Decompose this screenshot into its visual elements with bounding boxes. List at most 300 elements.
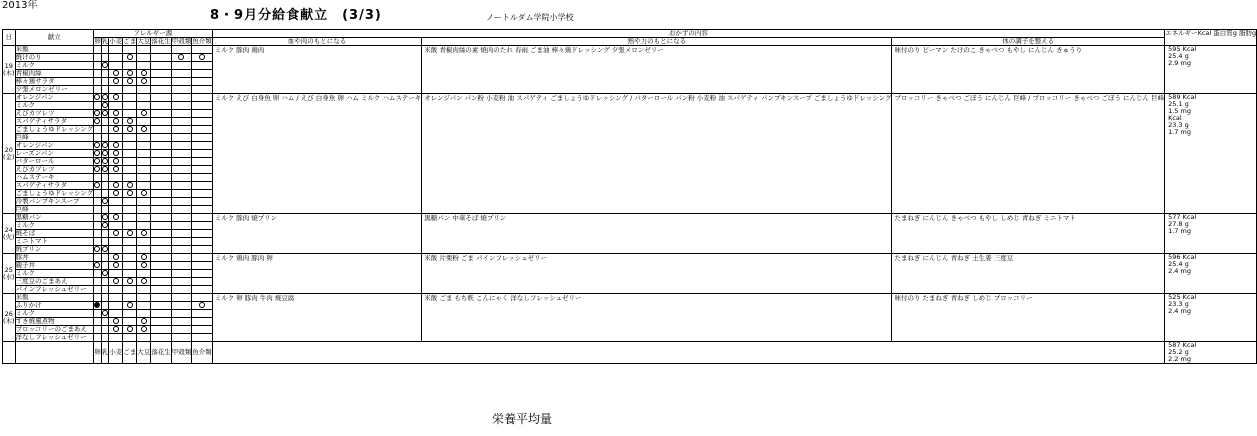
allergen-mark bbox=[94, 262, 100, 268]
green-group-cell: ブロッコリー きゃべつ ごぼう にんじん 巨峰 / ブロッコリー きゃべつ ごぼう にんじん 巨峰 bbox=[892, 94, 1165, 214]
allergen-cell bbox=[137, 142, 151, 150]
allergen-cell bbox=[137, 182, 151, 190]
nutrition-value: 577 Kcal bbox=[1168, 213, 1197, 221]
allergen-cell bbox=[192, 118, 213, 126]
allergen-mark bbox=[102, 150, 108, 156]
allergen-cell bbox=[109, 86, 123, 94]
allergen-cell bbox=[109, 326, 123, 334]
allergen-cell bbox=[171, 318, 192, 326]
allergen-cell bbox=[101, 150, 109, 158]
day-cell bbox=[3, 46, 16, 94]
allergen-mark bbox=[94, 182, 100, 188]
nutrition-value: 1.5 mg bbox=[1168, 107, 1191, 115]
allergen-mark bbox=[141, 190, 147, 196]
allergen-cell bbox=[192, 262, 213, 270]
allergen-cell bbox=[192, 174, 213, 182]
allergen-mark bbox=[102, 94, 108, 100]
allergen-cell bbox=[151, 310, 172, 318]
average-nutrition-cell bbox=[1165, 342, 1257, 364]
allergen-cell bbox=[151, 54, 172, 62]
allergen-mark bbox=[102, 110, 108, 116]
allergen-cell bbox=[137, 62, 151, 70]
allergen-cell bbox=[109, 118, 123, 126]
menu-item: ミニトマト bbox=[15, 238, 94, 246]
yellow-group-cell: 米飯 片栗粉 ごま パインフレッシュゼリー bbox=[422, 254, 892, 294]
allergen-cell bbox=[151, 294, 172, 302]
nutrition-value: 2.4 mg bbox=[1168, 307, 1191, 315]
allergen-footer: ごま bbox=[123, 342, 137, 364]
menu-item: ハムステーキ bbox=[15, 174, 94, 182]
allergen-cell bbox=[171, 94, 192, 102]
allergen-cell bbox=[192, 198, 213, 206]
allergen-cell bbox=[123, 278, 137, 286]
allergen-cell bbox=[101, 302, 109, 310]
allergen-mark bbox=[102, 214, 108, 220]
allergen-mark bbox=[113, 230, 119, 236]
allergen-mark bbox=[94, 118, 100, 124]
allergen-mark bbox=[94, 246, 100, 252]
allergen-cell bbox=[123, 70, 137, 78]
menu-item: 米飯 bbox=[15, 294, 94, 302]
allergen-cell bbox=[192, 94, 213, 102]
day-date: 26 bbox=[4, 309, 13, 318]
allergen-cell bbox=[109, 150, 123, 158]
allergen-cell bbox=[151, 238, 172, 246]
allergen-cell bbox=[137, 150, 151, 158]
allergen-cell bbox=[192, 70, 213, 78]
allergen-cell bbox=[101, 326, 109, 334]
allergen-cell bbox=[101, 334, 109, 342]
allergen-cell bbox=[123, 302, 137, 310]
allergen-cell bbox=[123, 174, 137, 182]
allergen-cell bbox=[94, 318, 102, 326]
allergen-cell bbox=[109, 174, 123, 182]
nutrition-value: 27.8 g bbox=[1168, 220, 1189, 228]
menu-item: ブロッコリーのごまあえ bbox=[15, 326, 94, 334]
allergen-cell bbox=[192, 206, 213, 214]
allergen-cell bbox=[137, 254, 151, 262]
allergen-cell bbox=[123, 286, 137, 294]
day-cell bbox=[3, 214, 16, 254]
allergen-mark bbox=[113, 94, 119, 100]
footer-blank bbox=[212, 342, 1164, 364]
allergen-cell bbox=[192, 230, 213, 238]
allergen-cell bbox=[109, 126, 123, 134]
allergen-cell bbox=[101, 78, 109, 86]
allergen-cell bbox=[137, 246, 151, 254]
allergen-mark bbox=[178, 54, 184, 60]
allergen-cell bbox=[123, 166, 137, 174]
allergen-cell bbox=[109, 230, 123, 238]
menu-item: 焼プリン bbox=[15, 246, 94, 254]
allergen-cell bbox=[137, 54, 151, 62]
allergen-mark bbox=[127, 230, 133, 236]
allergen-cell bbox=[94, 86, 102, 94]
allergen-cell bbox=[101, 238, 109, 246]
average-nutrition-value: 2.2 mg bbox=[1168, 355, 1191, 363]
yellow-group-cell: 黒糖パン 中華そば 焼プリン bbox=[422, 214, 892, 254]
allergen-cell bbox=[101, 270, 109, 278]
allergen-cell bbox=[109, 166, 123, 174]
allergen-cell bbox=[123, 246, 137, 254]
allergen-cell bbox=[151, 198, 172, 206]
allergen-cell bbox=[109, 214, 123, 222]
allergen-mark bbox=[127, 70, 133, 76]
allergen-cell bbox=[192, 126, 213, 134]
allergen-cell bbox=[109, 134, 123, 142]
allergen-cell bbox=[151, 126, 172, 134]
allergen-cell bbox=[192, 46, 213, 54]
food-group-header: 熱や力のもとになる bbox=[422, 38, 892, 46]
allergen-cell bbox=[171, 54, 192, 62]
allergen-cell bbox=[151, 70, 172, 78]
allergen-cell bbox=[101, 166, 109, 174]
allergen-header: 卵 bbox=[94, 37, 101, 45]
menu-item: ミルク bbox=[15, 222, 94, 230]
allergen-cell bbox=[171, 238, 192, 246]
table-row bbox=[3, 254, 1257, 262]
menu-item: 巨峰 bbox=[15, 206, 94, 214]
allergen-cell bbox=[109, 102, 123, 110]
allergen-cell bbox=[101, 206, 109, 214]
allergen-cell bbox=[137, 238, 151, 246]
menu-item: 洋なしフレッシュゼリー bbox=[15, 334, 94, 342]
allergen-cell bbox=[101, 134, 109, 142]
allergen-mark bbox=[94, 94, 100, 100]
allergen-cell bbox=[137, 310, 151, 318]
nutrition-value: 596 Kcal bbox=[1168, 253, 1197, 261]
allergen-cell bbox=[94, 142, 102, 150]
allergen-cell bbox=[123, 238, 137, 246]
food-group-header: 血や肉のもとになる bbox=[212, 38, 422, 46]
footer-blank bbox=[15, 342, 94, 364]
allergen-footer: 大豆 bbox=[137, 342, 151, 364]
day-date: 24 bbox=[4, 225, 13, 234]
allergen-mark bbox=[102, 158, 108, 164]
allergen-cell bbox=[94, 62, 102, 70]
allergen-cell bbox=[151, 334, 172, 342]
allergen-cell bbox=[109, 142, 123, 150]
allergen-cell bbox=[94, 54, 102, 62]
average-nutrition-value: 587 Kcal bbox=[1168, 341, 1197, 349]
allergen-mark bbox=[141, 278, 147, 284]
green-group-cell: たまねぎ にんじん きゃべつ もやし しめじ 青ねぎ ミニトマト bbox=[892, 214, 1165, 254]
menu-item: ごましょうゆドレッシング bbox=[15, 189, 94, 197]
allergen-cell bbox=[137, 318, 151, 326]
allergen-cell bbox=[94, 166, 102, 174]
allergen-cell bbox=[171, 166, 192, 174]
allergen-cell bbox=[192, 86, 213, 94]
menu-item: 豚丼 bbox=[15, 254, 94, 262]
allergen-cell bbox=[151, 206, 172, 214]
allergen-cell bbox=[192, 294, 213, 302]
allergen-cell bbox=[151, 182, 172, 190]
table-row bbox=[3, 214, 1257, 222]
allergen-mark bbox=[113, 190, 119, 196]
allergen-mark bbox=[113, 326, 119, 332]
allergen-cell bbox=[101, 46, 109, 54]
allergen-cell bbox=[123, 62, 137, 70]
allergen-cell bbox=[137, 110, 151, 118]
allergen-cell bbox=[94, 254, 102, 262]
menu-item: えびカツレツ bbox=[15, 166, 94, 174]
allergen-cell bbox=[123, 310, 137, 318]
allergen-cell bbox=[171, 294, 192, 302]
allergen-mark bbox=[113, 262, 119, 268]
allergen-cell bbox=[137, 294, 151, 302]
allergen-mark bbox=[102, 310, 108, 316]
allergen-header: 小麦 bbox=[109, 37, 123, 45]
allergen-cell bbox=[151, 262, 172, 270]
allergen-cell bbox=[94, 70, 102, 78]
allergen-mark bbox=[127, 78, 133, 84]
allergen-mark bbox=[127, 190, 133, 196]
allergen-header: 魚介類 bbox=[192, 37, 212, 45]
menu-item: 夕張メロンゼリー bbox=[15, 86, 94, 94]
allergen-header: 乳 bbox=[101, 37, 109, 45]
allergen-footer: 乳 bbox=[101, 342, 109, 364]
allergen-cell bbox=[192, 302, 213, 310]
nutrition-value: 1.7 mg bbox=[1168, 227, 1191, 235]
allergen-cell bbox=[123, 318, 137, 326]
allergen-cell bbox=[171, 62, 192, 70]
allergen-mark bbox=[113, 158, 119, 164]
menu-item: スパゲティサラダ bbox=[15, 182, 94, 190]
allergen-cell bbox=[137, 262, 151, 270]
allergen-cell bbox=[171, 150, 192, 158]
red-group-cell: ミルク 鶏肉 豚肉 卵 bbox=[212, 254, 422, 294]
allergen-cell bbox=[109, 238, 123, 246]
allergen-cell bbox=[123, 182, 137, 190]
allergen-cell bbox=[171, 86, 192, 94]
allergen-cell bbox=[137, 158, 151, 166]
allergen-cell bbox=[94, 174, 102, 182]
allergen-cell bbox=[192, 190, 213, 198]
allergen-cell bbox=[101, 230, 109, 238]
allergen-cell bbox=[123, 326, 137, 334]
day-weekday: (火) bbox=[3, 232, 15, 241]
menu-item: スパゲティサラダ bbox=[15, 118, 94, 126]
allergen-mark bbox=[127, 126, 133, 132]
allergen-cell bbox=[151, 142, 172, 150]
allergen-cell bbox=[101, 254, 109, 262]
allergen-cell bbox=[101, 222, 109, 230]
allergen-mark bbox=[141, 230, 147, 236]
allergen-cell bbox=[123, 334, 137, 342]
day-cell bbox=[3, 94, 16, 214]
allergen-cell bbox=[137, 46, 151, 54]
allergen-cell bbox=[151, 270, 172, 278]
allergen-header: 大豆 bbox=[137, 37, 151, 45]
allergen-mark bbox=[141, 318, 147, 324]
allergen-cell bbox=[137, 94, 151, 102]
allergen-cell bbox=[137, 334, 151, 342]
food-group-header: 体の調子を整える bbox=[892, 38, 1165, 46]
allergen-cell bbox=[151, 246, 172, 254]
allergen-cell bbox=[151, 230, 172, 238]
allergen-cell bbox=[109, 70, 123, 78]
allergen-cell bbox=[123, 78, 137, 86]
allergen-cell bbox=[171, 134, 192, 142]
menu-item: 焼けのり bbox=[15, 54, 94, 62]
allergen-cell bbox=[137, 278, 151, 286]
allergen-cell bbox=[137, 102, 151, 110]
allergen-cell bbox=[192, 238, 213, 246]
allergen-cell bbox=[171, 46, 192, 54]
nutrition-value: 2.9 mg bbox=[1168, 59, 1191, 67]
green-group-cell: たまねぎ にんじん 青ねぎ 土生姜 三度豆 bbox=[892, 254, 1165, 294]
allergen-cell bbox=[137, 118, 151, 126]
year-label: 2013年 bbox=[2, 0, 38, 11]
allergen-cell bbox=[151, 254, 172, 262]
nutrition-value: 1.7 mg bbox=[1168, 128, 1191, 136]
allergen-cell bbox=[101, 54, 109, 62]
allergen-cell bbox=[109, 262, 123, 270]
allergen-cell bbox=[171, 326, 192, 334]
allergen-cell bbox=[94, 182, 102, 190]
allergen-cell bbox=[109, 286, 123, 294]
allergen-cell bbox=[151, 190, 172, 198]
allergen-cell bbox=[151, 102, 172, 110]
allergen-cell bbox=[137, 198, 151, 206]
allergen-mark bbox=[102, 198, 108, 204]
allergen-mark bbox=[113, 70, 119, 76]
nutrition-value: 25.1 g bbox=[1168, 100, 1189, 108]
menu-item: えびカツレツ bbox=[15, 110, 94, 118]
allergen-cell bbox=[171, 206, 192, 214]
allergen-cell bbox=[109, 270, 123, 278]
allergen-cell bbox=[137, 78, 151, 86]
allergen-cell bbox=[123, 102, 137, 110]
allergen-cell bbox=[151, 94, 172, 102]
allergen-cell bbox=[109, 222, 123, 230]
allergen-cell bbox=[94, 94, 102, 102]
allergen-mark bbox=[141, 254, 147, 260]
allergen-cell bbox=[171, 174, 192, 182]
school-name: ノートルダム学院小学校 bbox=[486, 13, 574, 22]
allergen-cell bbox=[123, 294, 137, 302]
nutrition-value: 23.3 g bbox=[1168, 121, 1189, 129]
allergen-cell bbox=[109, 302, 123, 310]
allergen-cell bbox=[123, 150, 137, 158]
allergen-cell bbox=[192, 182, 213, 190]
nutrition-value: 589 Kcal bbox=[1168, 93, 1197, 101]
allergen-cell bbox=[101, 318, 109, 326]
allergen-cell bbox=[171, 126, 192, 134]
allergen-cell bbox=[123, 46, 137, 54]
allergen-cell bbox=[171, 310, 192, 318]
allergen-cell bbox=[171, 190, 192, 198]
nutrition-value: 595 Kcal bbox=[1168, 45, 1197, 53]
allergen-cell bbox=[123, 222, 137, 230]
allergen-mark bbox=[113, 118, 119, 124]
allergen-cell bbox=[109, 278, 123, 286]
menu-item: ミルク bbox=[15, 310, 94, 318]
allergen-mark bbox=[94, 158, 100, 164]
nutrition-value: 25.4 g bbox=[1168, 52, 1189, 60]
allergen-cell bbox=[171, 214, 192, 222]
allergen-mark bbox=[94, 166, 100, 172]
nutrition-cell bbox=[1165, 94, 1257, 214]
allergen-cell bbox=[94, 46, 102, 54]
menu-item: 焼そば bbox=[15, 230, 94, 238]
nutrition-average-label: 栄養平均量 bbox=[492, 412, 553, 426]
allergen-cell bbox=[151, 286, 172, 294]
allergen-mark bbox=[127, 302, 133, 308]
allergen-cell bbox=[94, 134, 102, 142]
table-row bbox=[3, 294, 1257, 302]
allergen-cell bbox=[109, 54, 123, 62]
day-weekday: (水) bbox=[3, 272, 15, 281]
day-date: 19 bbox=[4, 61, 13, 70]
allergen-cell bbox=[171, 70, 192, 78]
menu-item: 親子丼 bbox=[15, 262, 94, 270]
col-menu-header: 献立 bbox=[15, 30, 94, 46]
allergen-cell bbox=[109, 318, 123, 326]
allergen-mark bbox=[141, 126, 147, 132]
allergen-cell bbox=[94, 206, 102, 214]
allergen-cell bbox=[192, 278, 213, 286]
allergen-cell bbox=[151, 62, 172, 70]
allergen-cell bbox=[109, 310, 123, 318]
yellow-group-cell: オレンジパン パン粉 小麦粉 油 スパゲティ ごましょうゆドレッシング / バターロール パン粉 小麦粉 油 スパゲティ パンプキンスープ ごましょうゆドレッシング bbox=[422, 94, 892, 214]
allergen-cell bbox=[101, 190, 109, 198]
menu-item: 三度豆のごまあえ bbox=[15, 278, 94, 286]
allergen-cell bbox=[109, 334, 123, 342]
allergen-cell bbox=[109, 206, 123, 214]
allergen-cell bbox=[151, 150, 172, 158]
allergen-cell bbox=[123, 270, 137, 278]
allergen-cell bbox=[192, 222, 213, 230]
day-cell bbox=[3, 254, 16, 294]
allergen-cell bbox=[94, 118, 102, 126]
allergen-cell bbox=[171, 230, 192, 238]
allergen-mark bbox=[141, 110, 147, 116]
allergen-mark bbox=[94, 150, 100, 156]
allergen-mark bbox=[113, 254, 119, 260]
allergen-mark bbox=[102, 142, 108, 148]
allergen-cell bbox=[123, 86, 137, 94]
nutrition-value: 525 Kcal bbox=[1168, 293, 1197, 301]
allergen-cell bbox=[123, 142, 137, 150]
allergen-mark bbox=[127, 118, 133, 124]
page-title: 8・9月分給食献立 (3/3) bbox=[210, 8, 382, 23]
allergen-cell bbox=[94, 334, 102, 342]
yellow-group-cell: 米飯 ごま もち麩 こんにゃく 洋なしフレッシュゼリー bbox=[422, 294, 892, 342]
allergen-cell bbox=[94, 294, 102, 302]
allergen-cell bbox=[151, 110, 172, 118]
allergen-mark bbox=[102, 270, 108, 276]
allergen-cell bbox=[137, 126, 151, 134]
allergen-cell bbox=[123, 198, 137, 206]
allergen-cell bbox=[109, 62, 123, 70]
day-weekday: (金) bbox=[3, 152, 15, 161]
allergen-mark bbox=[102, 102, 108, 108]
allergen-cell bbox=[94, 190, 102, 198]
allergen-cell bbox=[171, 334, 192, 342]
allergen-cell bbox=[101, 182, 109, 190]
allergen-cell bbox=[94, 286, 102, 294]
allergen-mark bbox=[113, 182, 119, 188]
menu-item: 青椒肉絲 bbox=[15, 70, 94, 78]
allergen-cell bbox=[94, 238, 102, 246]
nutrition-value: 23.3 g bbox=[1168, 300, 1189, 308]
allergen-cell bbox=[123, 158, 137, 166]
allergen-cell bbox=[123, 206, 137, 214]
allergen-cell bbox=[94, 326, 102, 334]
allergen-mark bbox=[102, 166, 108, 172]
allergen-cell bbox=[137, 190, 151, 198]
